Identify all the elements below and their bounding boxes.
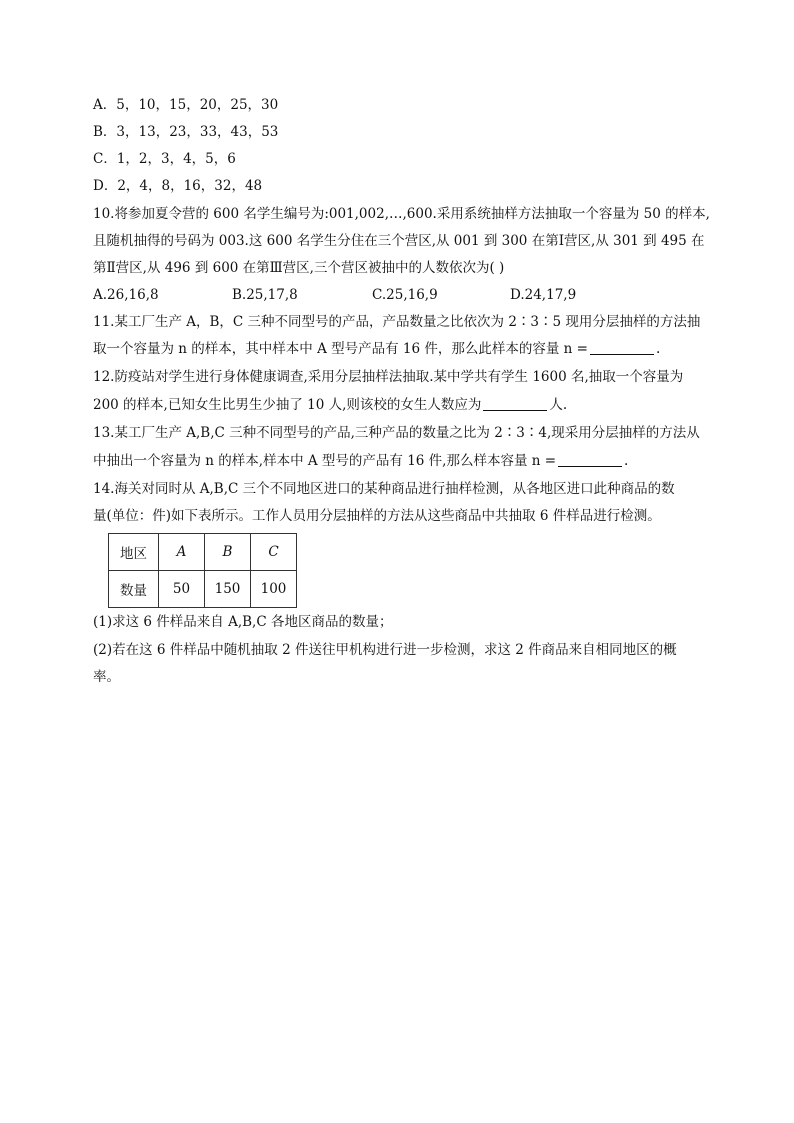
table-cell: A: [159, 534, 205, 571]
q10-choice-b: B.25,17,8: [232, 287, 298, 303]
q14-sub-question-2-line-2: 率。: [93, 669, 120, 685]
table-cell: B: [205, 534, 251, 571]
option-a: A．5，10，15，20，25，30: [93, 97, 279, 113]
table-row: [109, 571, 297, 608]
q10-line-3: 第Ⅱ营区,从 496 到 600 在第Ⅲ营区,三个营区被抽中的人数依次为( ): [93, 260, 505, 276]
option-b: B．3，13，23，33，43，53: [93, 124, 279, 140]
q11-line-2-text: 取一个容量为 n 的样本，其中样本中 A 型号产品有 16 件，那么此样本的容量 n =: [93, 341, 588, 357]
table-header-row: [109, 534, 297, 571]
q13-line-2-end: .: [624, 453, 629, 469]
q11-line-2-end: .: [655, 341, 661, 357]
q12-answer-blank: [483, 396, 547, 411]
q14-sub-question-1: (1)求这 6 件样品来自 A,B,C 各地区商品的数量；: [93, 614, 393, 630]
q13-line-1: 13.某工厂生产 A,B,C 三种不同型号的产品,三种产品的数量之比为 2∶3∶4,现采用分层抽样的方法从: [93, 425, 700, 441]
q11-line-2: [93, 340, 660, 358]
q11-line-1: 11.某工厂生产 A，B，C 三种不同型号的产品，产品数量之比依次为 2∶3∶5 现用分层抽样的方法抽: [93, 314, 701, 330]
q11-answer-blank: [590, 340, 654, 355]
q10-line-2: 且随机抽得的号码为 003.这 600 名学生分住在三个营区,从 001 到 300 在第Ⅰ营区,从 301 到 495 在: [93, 233, 705, 249]
table-cell: 150: [205, 571, 251, 608]
table-cell: C: [251, 534, 297, 571]
q10-line-1: 10.将参加夏令营的 600 名学生编号为:001,002,…,600.采用系统抽样方法抽取一个容量为 50 的样本,: [93, 206, 710, 222]
table-cell: 数量: [109, 571, 159, 608]
option-c: C．1，2，3，4，5，6: [93, 151, 236, 167]
q13-line-2: [93, 452, 628, 470]
option-d: D．2，4，8，16，32，48: [93, 178, 263, 194]
table-cell: 100: [251, 571, 297, 608]
q12-line-2-end: 人.: [549, 397, 568, 413]
q12-line-1: 12.防疫站对学生进行身体健康调查,采用分层抽样法抽取.某中学共有学生 1600 名,抽取一个容量为: [93, 369, 684, 385]
q14-line-2: 量(单位：件)如下表所示。工作人员用分层抽样的方法从这些商品中共抽取 6 件样品进行检测。: [93, 508, 661, 524]
q10-choice-d: D.24,17,9: [510, 287, 577, 303]
q10-choice-c: C.25,16,9: [372, 287, 438, 303]
q10-choice-a: A.26,16,8: [93, 287, 159, 303]
q14-sub-question-2-line-1: (2)若在这 6 件样品中随机抽取 2 件送往甲机构进行进一步检测，求这 2 件商品来自相同地区的概: [93, 642, 677, 658]
table-cell: 50: [159, 571, 205, 608]
q14-data-table: [108, 533, 297, 608]
table-cell: 地区: [109, 534, 159, 571]
q13-line-2-text: 中抽出一个容量为 n 的样本,样本中 A 型号的产品有 16 件,那么样本容量 n =: [93, 453, 557, 469]
q12-line-2-text: 200 的样本,已知女生比男生少抽了 10 人,则该校的女生人数应为: [93, 397, 482, 413]
q14-line-1: 14.海关对同时从 A,B,C 三个不同地区进口的某种商品进行抽样检测，从各地区进口此种商品的数: [93, 481, 675, 497]
q12-line-2: [93, 396, 567, 414]
q13-answer-blank: [558, 452, 622, 467]
